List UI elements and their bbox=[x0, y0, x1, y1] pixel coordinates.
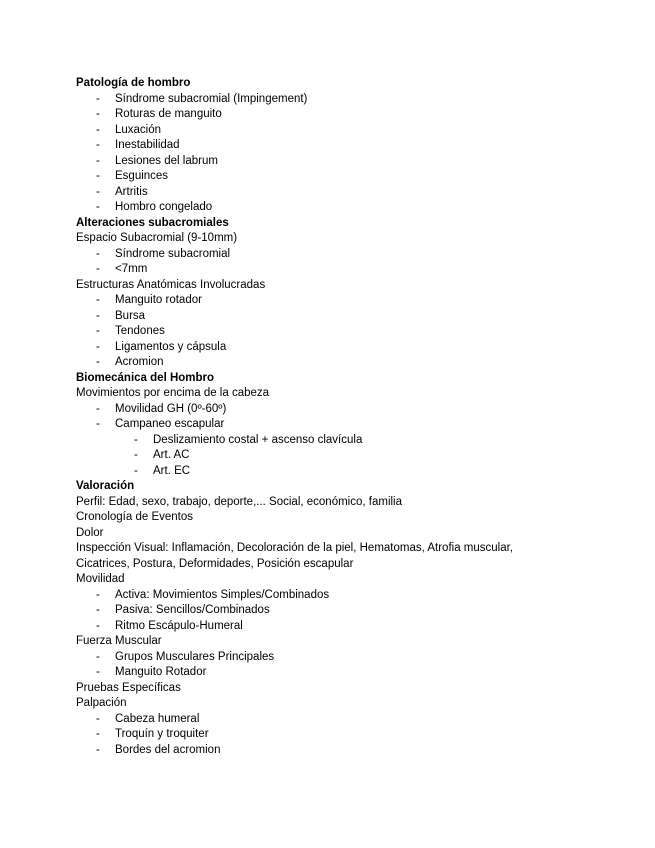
text-line: Fuerza Muscular bbox=[76, 635, 162, 647]
list-item-text: Acromion bbox=[115, 356, 164, 368]
list-item bbox=[76, 712, 596, 728]
list-item bbox=[76, 355, 596, 371]
list-item-text: Tendones bbox=[115, 325, 165, 337]
list-item-text: Síndrome subacromial (Impingement) bbox=[115, 92, 308, 105]
list-item-text: Cabeza humeral bbox=[115, 712, 200, 725]
list-item-text: <7mm bbox=[115, 263, 148, 275]
list-item bbox=[76, 417, 596, 433]
bullet-dash: - bbox=[96, 247, 100, 260]
bullet-dash: - bbox=[96, 743, 100, 756]
list-item-text: Artritis bbox=[115, 185, 148, 198]
list-item-text: Movilidad GH (0º-60º) bbox=[115, 402, 227, 415]
bullet-dash: - bbox=[96, 294, 100, 306]
list-item bbox=[76, 185, 596, 201]
bullet-dash: - bbox=[134, 449, 138, 461]
bullet-dash: - bbox=[134, 464, 138, 477]
bullet-dash: - bbox=[96, 201, 100, 213]
list-item-text: Grupos Musculares Principales bbox=[115, 650, 275, 663]
text-line: Cronología de Eventos bbox=[76, 511, 193, 523]
list-item-text: Luxación bbox=[115, 123, 162, 136]
bullet-dash: - bbox=[96, 309, 100, 322]
list-item-text: Síndrome subacromial bbox=[115, 247, 231, 260]
text-line: Pruebas Específicas bbox=[76, 681, 181, 694]
list-item bbox=[76, 107, 596, 123]
list-item bbox=[76, 262, 596, 278]
bullet-dash: - bbox=[96, 139, 100, 151]
sub-list-item bbox=[76, 464, 596, 480]
list-item-text: Campaneo escapular bbox=[115, 418, 225, 430]
list-item-text: Pasiva: Sencillos/Combinados bbox=[115, 604, 270, 616]
list-item-text: Manguito rotador bbox=[115, 294, 202, 306]
list-item-text: Bordes del acromion bbox=[115, 743, 221, 756]
section-heading: Valoración bbox=[76, 480, 135, 492]
bullet-dash: - bbox=[96, 92, 100, 105]
bullet-dash: - bbox=[96, 712, 100, 725]
list-item bbox=[76, 665, 596, 681]
list-item bbox=[76, 200, 596, 216]
sub-list-item bbox=[76, 433, 596, 449]
bullet-dash: - bbox=[96, 340, 100, 353]
text-line: Palpación bbox=[76, 697, 127, 709]
list-item-text: Troquín y troquiter bbox=[115, 728, 209, 740]
list-item-text: Bursa bbox=[115, 309, 146, 322]
list-item-text: Art. AC bbox=[153, 449, 190, 461]
section-heading: Biomecánica del Hombro bbox=[76, 371, 215, 384]
bullet-dash: - bbox=[96, 185, 100, 198]
bullet-dash: - bbox=[96, 325, 100, 337]
bullet-dash: - bbox=[96, 650, 100, 663]
list-item-text: Manguito Rotador bbox=[115, 666, 207, 678]
document-body bbox=[76, 76, 596, 758]
text-line: Perfil: Edad, sexo, trabajo, deporte,... Social, económico, familia bbox=[76, 495, 402, 508]
list-item-text: Ligamentos y cápsula bbox=[115, 340, 227, 353]
bullet-dash: - bbox=[134, 433, 138, 446]
bullet-dash: - bbox=[96, 154, 100, 167]
list-item-text: Hombro congelado bbox=[115, 201, 213, 213]
list-item bbox=[76, 650, 596, 666]
list-item bbox=[76, 340, 596, 356]
section-heading: Alteraciones subacromiales bbox=[76, 216, 229, 229]
list-item-text: Inestabilidad bbox=[115, 139, 180, 151]
text-line: Movilidad bbox=[76, 573, 125, 585]
bullet-dash: - bbox=[96, 108, 100, 120]
list-item bbox=[76, 309, 596, 325]
list-item bbox=[76, 603, 596, 619]
list-item-text: Deslizamiento costal + ascenso clavícula bbox=[153, 433, 363, 446]
list-item-text: Lesiones del labrum bbox=[115, 154, 218, 167]
bullet-dash: - bbox=[96, 728, 100, 740]
list-item bbox=[76, 123, 596, 139]
list-item bbox=[76, 154, 596, 170]
bullet-dash: - bbox=[96, 263, 100, 275]
bullet-dash: - bbox=[96, 123, 100, 136]
list-item bbox=[76, 324, 596, 340]
list-item bbox=[76, 138, 596, 154]
list-item bbox=[76, 247, 596, 263]
bullet-dash: - bbox=[96, 619, 100, 632]
bullet-dash: - bbox=[96, 418, 100, 430]
list-item-text: Activa: Movimientos Simples/Combinados bbox=[115, 588, 330, 601]
list-item-text: Art. EC bbox=[153, 464, 191, 477]
bullet-dash: - bbox=[96, 356, 100, 368]
text-line: Inspección Visual: Inflamación, Decoloración de la piel, Hematomas, Atrofia muscular, bbox=[76, 542, 514, 554]
bullet-dash: - bbox=[96, 402, 100, 415]
sub-list-item bbox=[76, 448, 596, 464]
list-item bbox=[76, 293, 596, 309]
text-line: Dolor bbox=[76, 526, 104, 539]
list-item-text: Esguinces bbox=[115, 170, 169, 182]
bullet-dash: - bbox=[96, 170, 100, 182]
list-item bbox=[76, 619, 596, 635]
bullet-dash: - bbox=[96, 588, 100, 601]
list-item-text: Ritmo Escápulo-Humeral bbox=[115, 619, 243, 632]
text-line: Espacio Subacromial (9-10mm) bbox=[76, 232, 238, 244]
list-item bbox=[76, 402, 596, 418]
list-item-text: Roturas de manguito bbox=[115, 108, 222, 120]
bullet-dash: - bbox=[96, 666, 100, 678]
list-item bbox=[76, 169, 596, 185]
list-item bbox=[76, 727, 596, 743]
list-item bbox=[76, 743, 596, 759]
text-line: Movimientos por encima de la cabeza bbox=[76, 387, 270, 399]
section-heading: Patología de hombro bbox=[76, 77, 191, 89]
list-item bbox=[76, 588, 596, 604]
list-item bbox=[76, 92, 596, 108]
bullet-dash: - bbox=[96, 604, 100, 616]
text-line: Estructuras Anatómicas Involucradas bbox=[76, 278, 266, 291]
text-line: Cicatrices, Postura, Deformidades, Posición escapular bbox=[76, 557, 354, 570]
